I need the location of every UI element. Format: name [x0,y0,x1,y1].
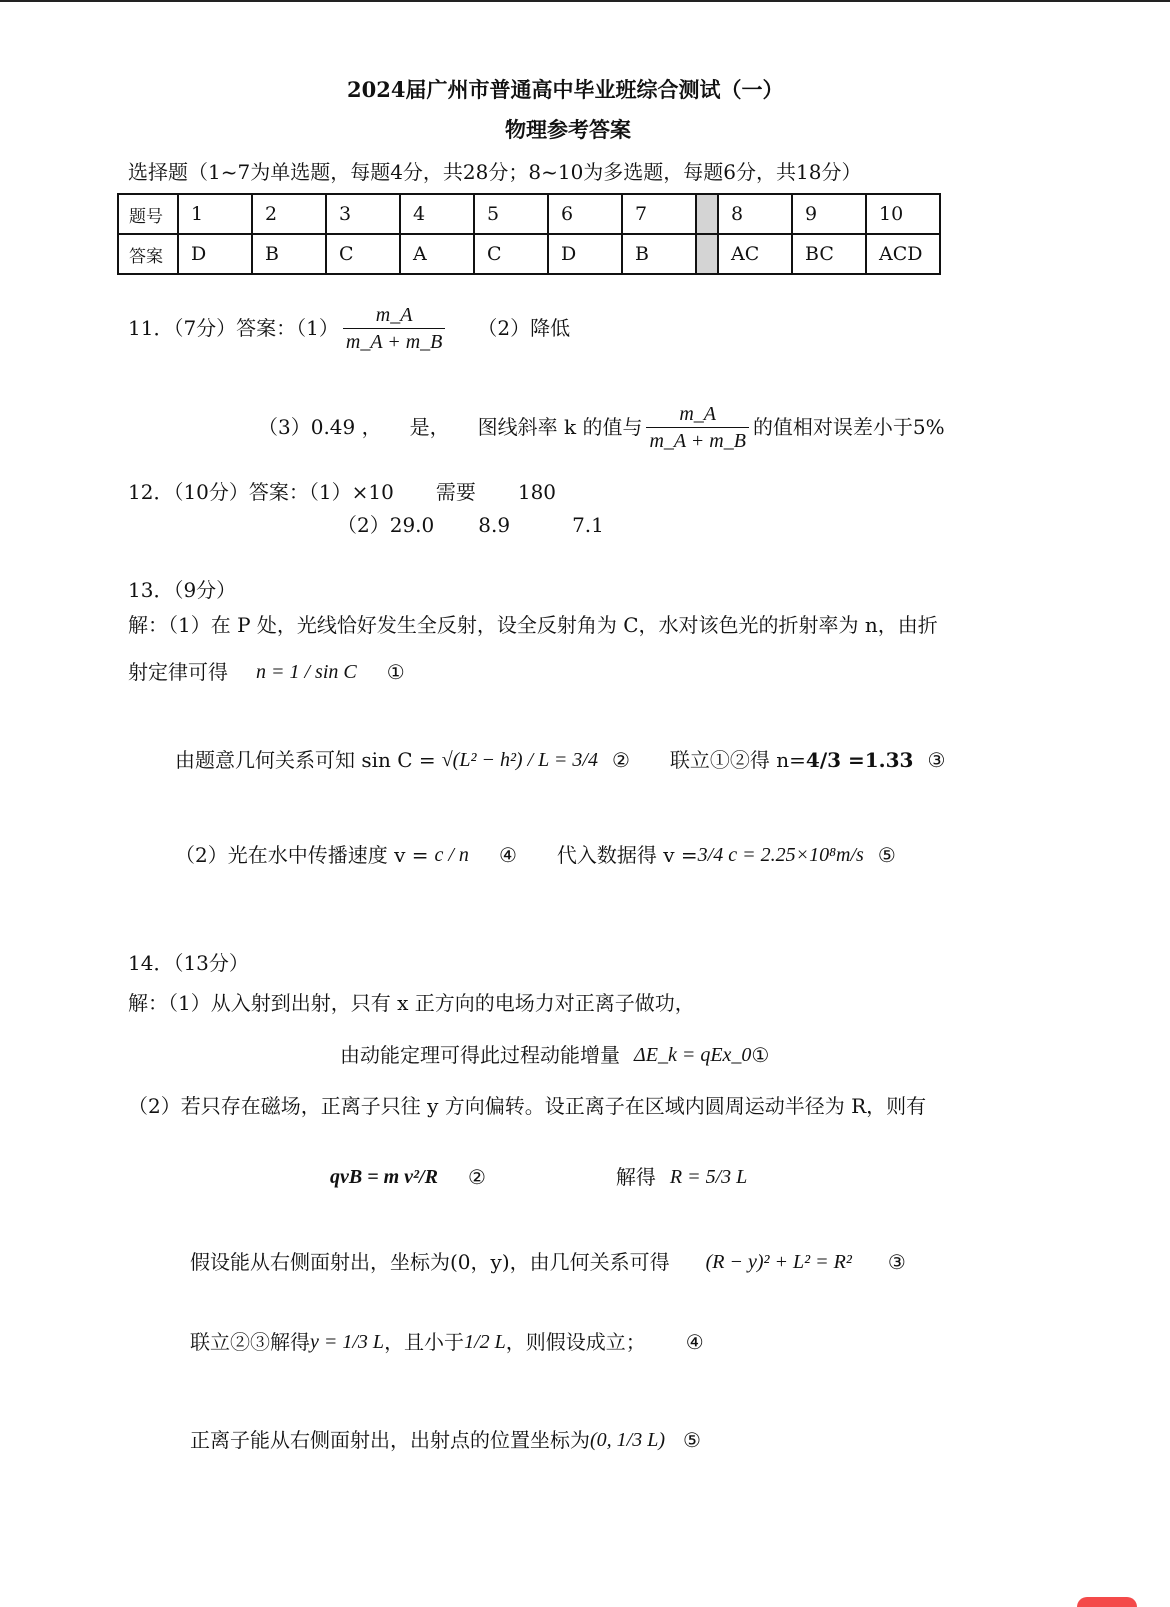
text: 是， [409,415,450,439]
text: 解得 [615,1165,656,1189]
numerator: m_A [375,303,413,326]
text: 需要 [435,480,476,504]
marker: ② [611,748,630,772]
marker: ③ [887,1250,906,1274]
formula: (R − y)² + L² = R² [705,1251,852,1273]
text: 的值相对误差小于5% [752,415,945,439]
text: （3）0.49 ， [258,415,382,439]
marker: ① [751,1043,770,1067]
floating-button[interactable] [1077,1597,1137,1607]
gap-cell [696,194,718,234]
cell: C [326,234,400,274]
cell: ACD [866,234,940,274]
marker: ⑤ [877,843,896,867]
text: （2）降低 [477,316,571,340]
text: 由动能定理可得此过程动能增量 [340,1043,620,1067]
q14-line5 [190,1252,906,1272]
q13-line1: 解：（1）在 P 处，光线恰好发生全反射，设全反射角为 C，水对该色光的折射率为 n，由折 [128,613,938,637]
q14-line3: （2）若只存在磁场，正离子只往 y 方向偏转。设正离子在区域内圆周运动半径为 R，则有 [128,1094,927,1118]
cell: 8 [718,194,792,234]
formula: 1/2 L [464,1331,506,1353]
cell: AC [718,234,792,274]
q14-line2 [340,1045,769,1065]
marker: ④ [498,843,517,867]
q11-line1 [128,300,570,356]
text: （2）光在水中传播速度 v = [175,843,429,867]
table-row-numbers [118,194,940,234]
row-label: 题号 [118,194,178,234]
denominator: m_A + m_B [343,328,445,352]
q11-line2 [258,398,945,456]
text: 正离子能从右侧面射出，出射点的位置坐标为 [190,1428,590,1452]
marker: ① [386,660,405,684]
marker: ③ [927,748,946,772]
cell: BC [792,234,866,274]
marker: ⑤ [683,1428,701,1452]
text: 代入数据得 v = [556,843,698,867]
q13-line4 [175,845,896,865]
text: ，且小于 [384,1330,465,1354]
text: 假设能从右侧面射出，坐标为(0，y)，由几何关系可得 [190,1250,670,1274]
cell: 2 [252,194,326,234]
q13-heading: 13．（9分） [128,578,237,602]
cell: 10 [866,194,940,234]
fraction [646,404,748,451]
formula: n = 1 / sin C [256,661,357,683]
formula: √(L² − h²) / L = 3/4 [441,749,598,771]
denominator: m_A + m_B [646,427,748,451]
formula: y = 1/3 L [310,1331,385,1353]
marker: ④ [685,1330,704,1354]
cell: B [252,234,326,274]
top-border [0,0,1170,2]
cell: 9 [792,194,866,234]
text: 由题意几何关系可知 sin C = [175,748,436,772]
marker: ② [467,1165,486,1189]
text: （2）29.0 [337,513,435,537]
text: 11．（7分）答案：（1） [128,316,339,340]
cell: 7 [622,194,696,234]
q12-line1 [128,482,556,502]
text: 联立①②得 n= [669,748,806,772]
text: 12．（10分）答案：（1）×10 [128,480,394,504]
formula: 3/4 c = 2.25×10⁸m/s [697,844,864,866]
cell: 4 [400,194,474,234]
text: 图线斜率 k 的值与 [477,415,643,439]
cell: D [178,234,252,274]
text: 7.1 [572,513,604,537]
numerator: m_A [679,402,717,425]
text: ，则假设成立； [505,1330,646,1354]
cell: B [622,234,696,274]
formula: qvB = m v²/R [330,1166,438,1188]
q14-heading: 14．（13分） [128,951,249,975]
fraction [343,305,445,352]
formula: ΔE_k = qEx_0 [634,1044,752,1066]
table-row-answers [118,234,940,274]
q13-line2 [128,662,405,682]
formula: R = 5/3 L [669,1166,748,1188]
cell: 3 [326,194,400,234]
text: 联立②③解得 [190,1330,310,1354]
formula: 4/3 =1.33 [805,748,914,772]
formula: (0, 1/3 L) [590,1429,665,1451]
row-label: 答案 [118,234,178,274]
text: 180 [517,480,557,504]
gap-cell [696,234,718,274]
text: 射定律可得 [128,660,228,684]
q14-line6 [190,1332,704,1352]
formula: c / n [434,844,469,866]
cell: 5 [474,194,548,234]
doc-title: 2024届广州市普通高中毕业班综合测试（一） [347,77,784,102]
cell: 1 [178,194,252,234]
intro-text: 选择题（1~7为单选题，每题4分，共28分；8~10为多选题，每题6分，共18分） [128,160,862,184]
doc-subtitle: 物理参考答案 [505,117,631,142]
q14-line4 [330,1167,747,1187]
q14-line1: 解：（1）从入射到出射，只有 x 正方向的电场力对正离子做功， [128,991,695,1015]
text: 8.9 [478,513,511,537]
q14-line7 [190,1430,701,1450]
q12-line2 [337,515,604,535]
cell: D [548,234,622,274]
answer-table [117,193,941,275]
q13-line3 [175,750,945,770]
cell: A [400,234,474,274]
cell: C [474,234,548,274]
cell: 6 [548,194,622,234]
